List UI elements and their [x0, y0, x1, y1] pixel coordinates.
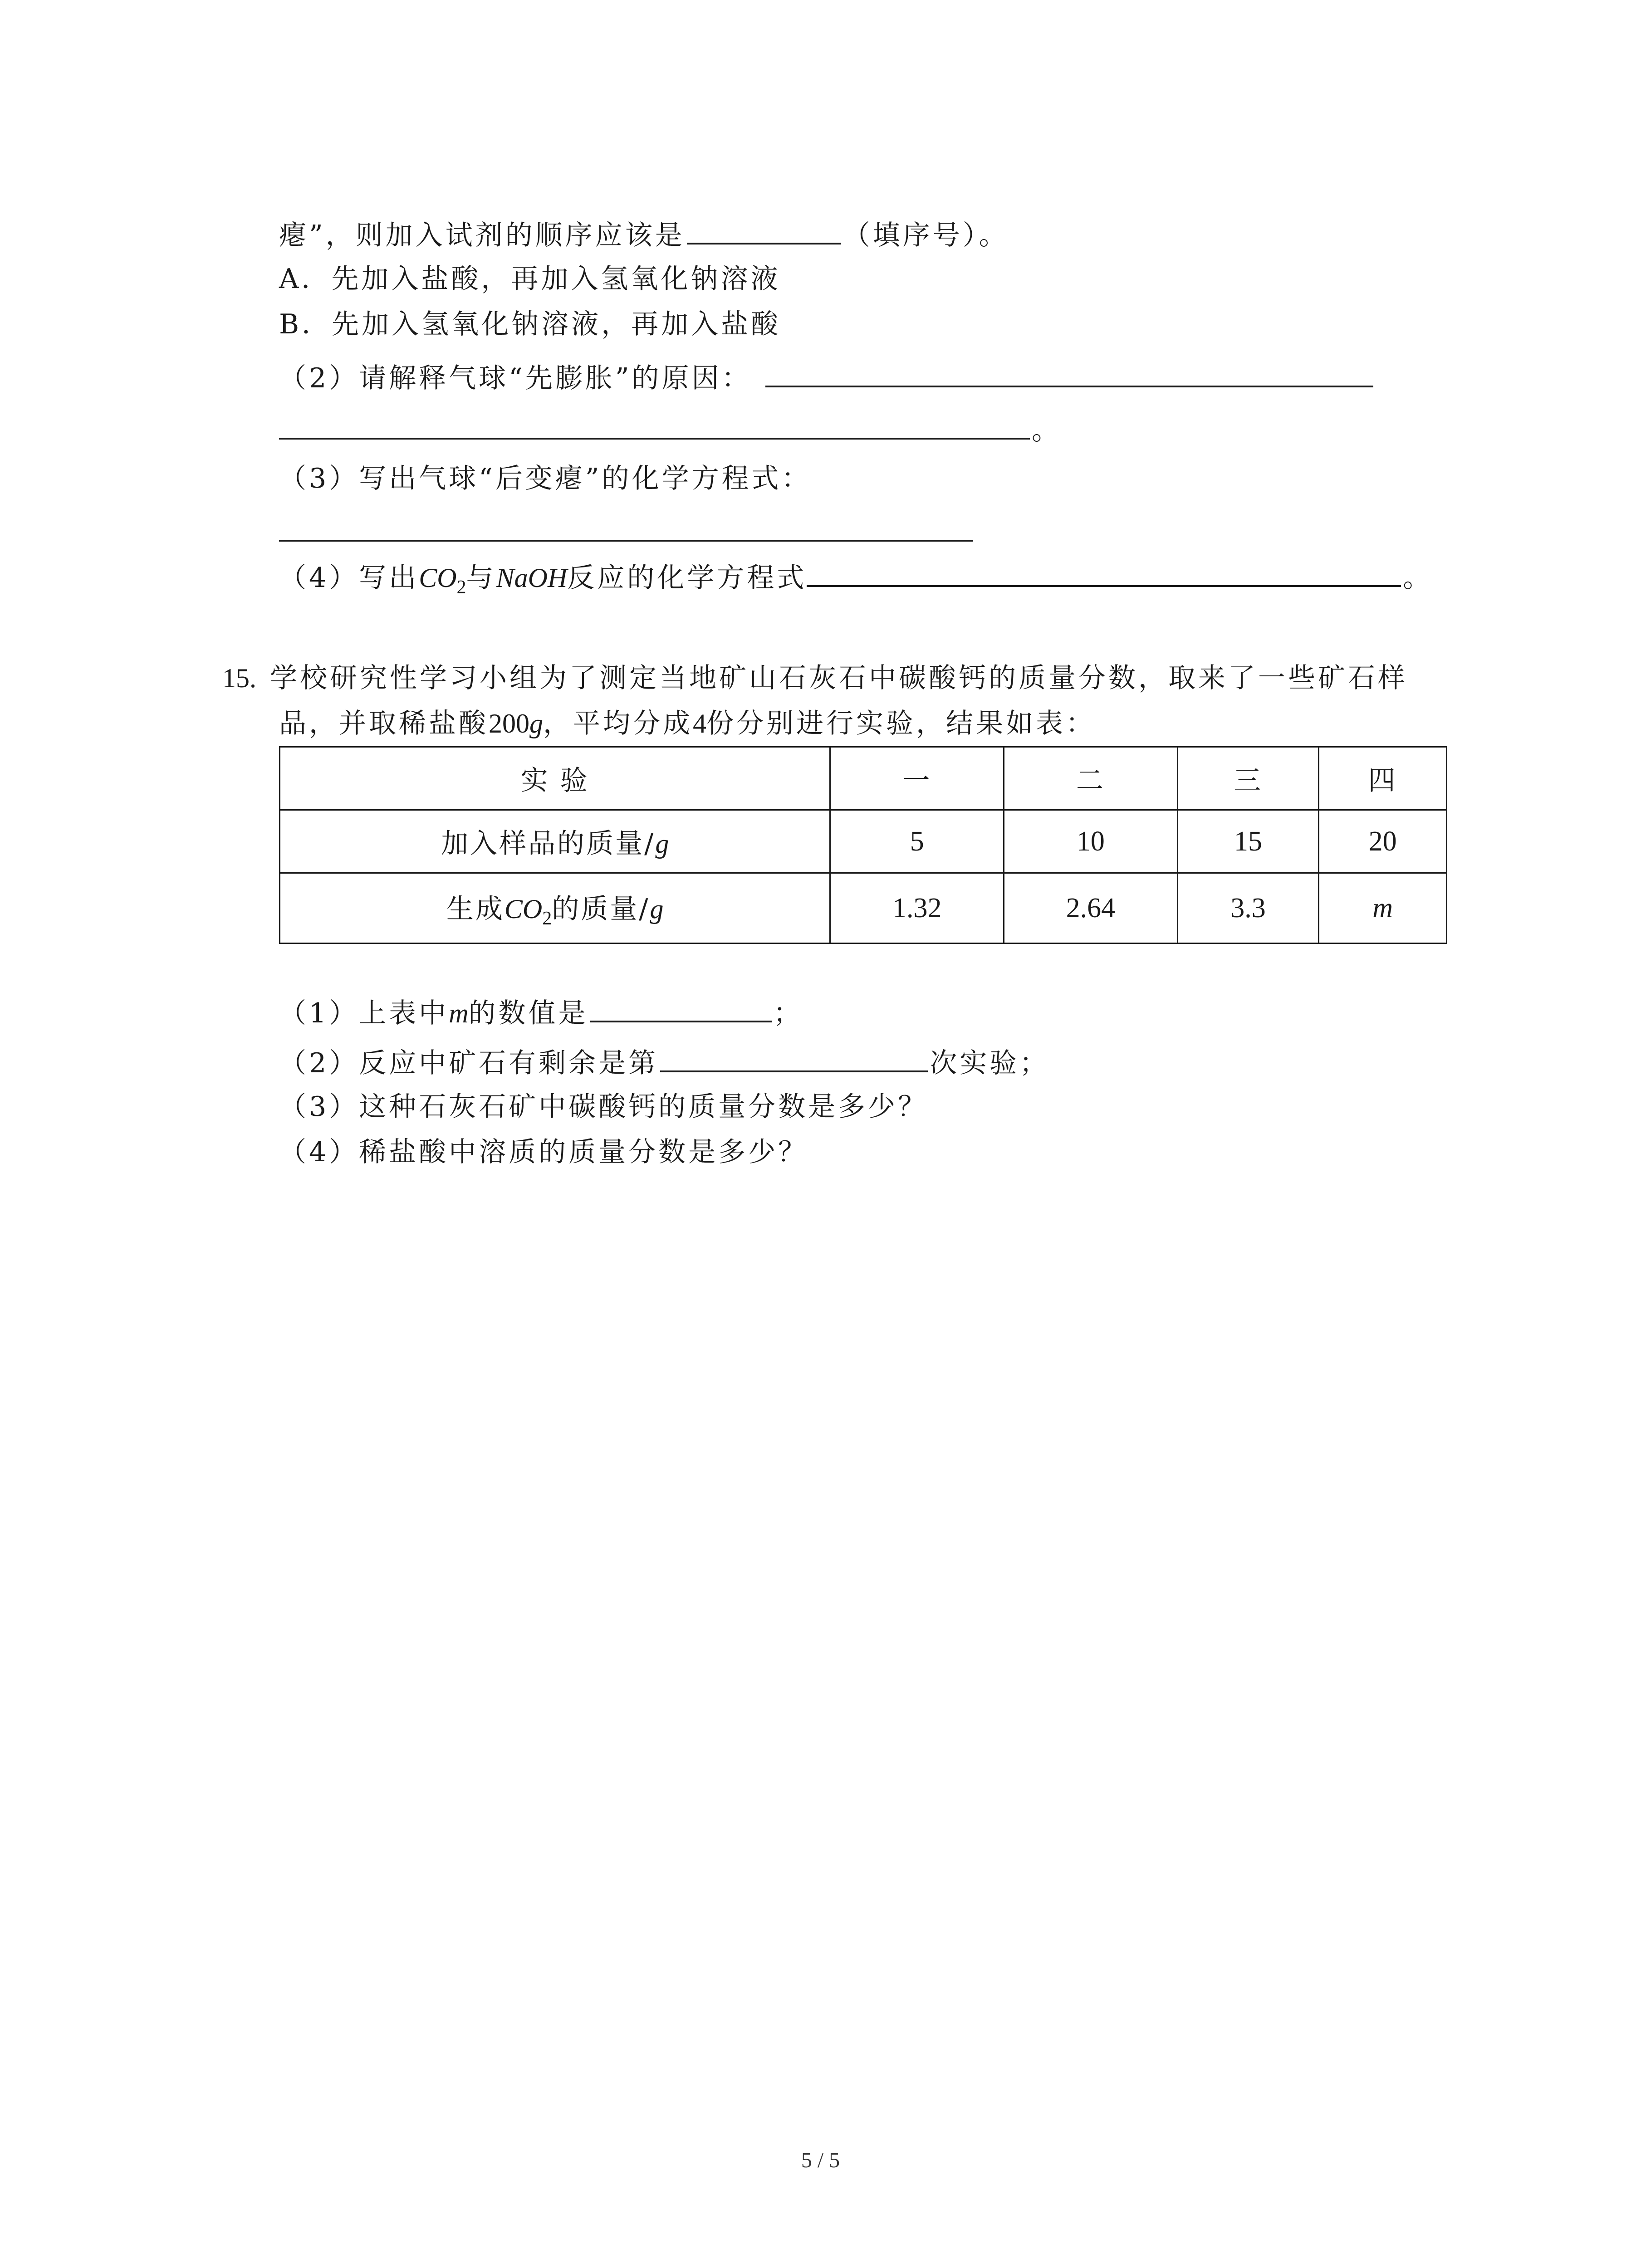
table-header-cell: 四	[1319, 747, 1447, 810]
sub-question-3: （3）这种石灰石矿中碳酸钙的质量分数是多少？	[279, 1091, 928, 1123]
table-cell: 10	[1004, 810, 1178, 873]
table-row-co2-mass	[280, 873, 1447, 943]
prev-part-4: （4）写出$CO_2$与NaOH反应的化学方程式 。	[279, 558, 1433, 606]
question-15-line2: 品，并取稀盐酸200g，平均分成4份分别进行实验，结果如表：	[279, 708, 1096, 739]
answer-blank-part2-b[interactable]	[279, 411, 1030, 440]
table-cell: 1.32	[830, 873, 1004, 943]
prev-part-3: （3）写出气球“后变瘪”的化学方程式：	[279, 463, 812, 494]
sub-question-2: （2）反应中矿石有剩余是第 次实验；	[279, 1043, 1049, 1081]
option-b: B．先加入氢氧化钠溶液，再加入盐酸	[279, 308, 781, 340]
sub-question-4: （4）稀盐酸中溶质的质量分数是多少？	[279, 1136, 808, 1168]
table-cell: 20	[1319, 810, 1447, 873]
sub-question-1: （1）上表中m的数值是 ；	[279, 993, 803, 1031]
table-row-sample-mass	[280, 810, 1447, 873]
question-15-line1: 15. 学校研究性学习小组为了测定当地矿山石灰石中碳酸钙的质量分数，取来了一些矿石样	[222, 662, 1408, 694]
table-header-row	[280, 747, 1447, 810]
answer-blank-part4[interactable]	[807, 558, 1401, 587]
prev-part-3-answer	[279, 513, 975, 551]
row-label: 加入样品的质量/g	[280, 810, 830, 873]
table-cell: 2.64	[1004, 873, 1178, 943]
table-cell: 15	[1177, 810, 1319, 873]
answer-blank-part3[interactable]	[279, 513, 973, 542]
option-a: A．先加入盐酸，再加入氢氧化钠溶液	[279, 263, 781, 295]
answer-blank-experiment[interactable]	[660, 1043, 928, 1072]
answer-blank-part2-a[interactable]	[765, 358, 1373, 387]
table-cell: 3.3	[1177, 873, 1319, 943]
page-number: 5 / 5	[801, 2148, 840, 2172]
table-header-cell: 实 验	[280, 747, 830, 810]
experiment-table	[279, 746, 1447, 944]
prev-part-2-cont: 。	[279, 411, 1062, 449]
prev-part-2: （2）请解释气球“先膨胀”的原因：	[279, 358, 1375, 396]
table-header-cell: 三	[1177, 747, 1319, 810]
table-header-cell: 一	[830, 747, 1004, 810]
table-cell: 5	[830, 810, 1004, 873]
answer-blank-m[interactable]	[590, 993, 772, 1022]
table-header-cell: 二	[1004, 747, 1178, 810]
answer-blank-order[interactable]	[687, 215, 841, 244]
row-label: 生成$CO_2$的质量/g	[280, 873, 830, 943]
table-cell: m	[1319, 873, 1447, 943]
question-number: 15.	[222, 663, 256, 693]
prev-question-line1: 瘪”，则加入试剂的顺序应该是 （填序号）。	[279, 215, 1009, 254]
